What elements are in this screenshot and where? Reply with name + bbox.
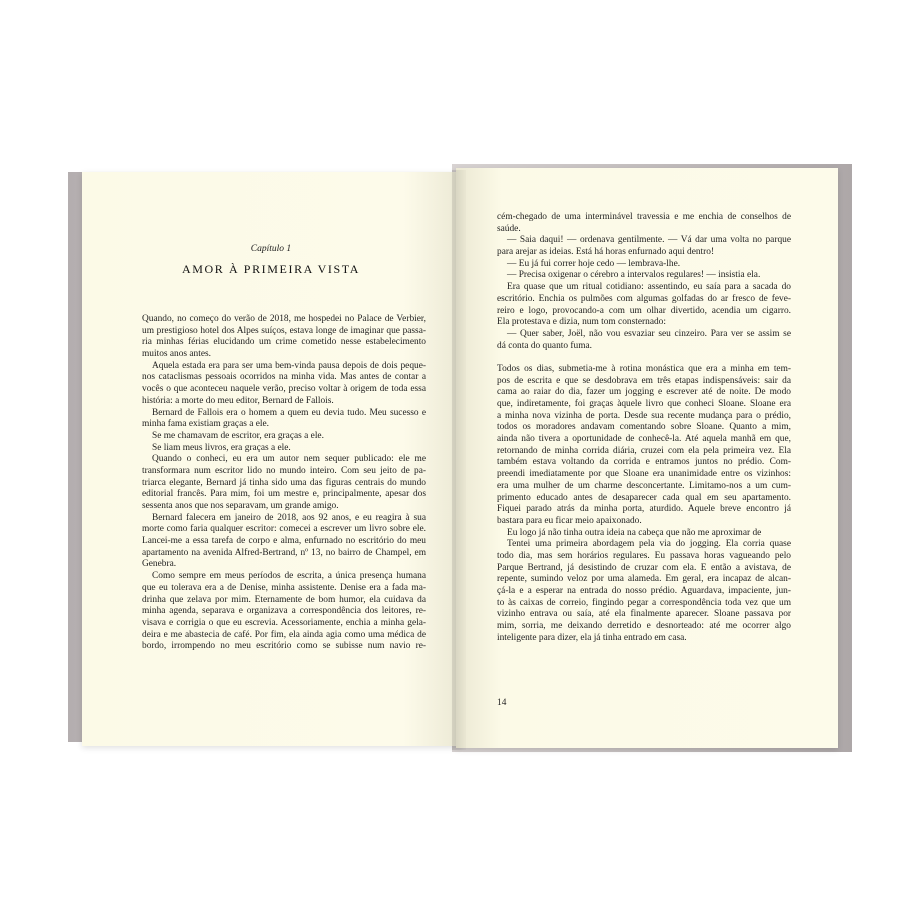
text-line: Fiquei parado atrás da minha porta, aturdido. Aquele breve encontro já (497, 504, 791, 515)
text-line: história: a morte do meu editor, Bernard de Fallois. (142, 395, 334, 406)
text-line: Quando o conheci, eu era um autor nem sequer publicado: ele me (152, 454, 426, 465)
text-line: repente, sumindo veloz por uma alameda. Em geral, era incapaz de alcan- (497, 574, 791, 585)
text-line: escritório. Enchia os pulmões com algumas golfadas do ar fresco de feve- (497, 293, 791, 304)
book-gutter (452, 170, 466, 750)
left-page (82, 172, 460, 746)
text-line: reiro e logo, provocando-a com um olhar divertido, acendia um cigarro. (497, 305, 791, 316)
text-line: deira e me abastecia de café. Por fim, ela ainda agia como uma médica de (142, 629, 426, 640)
text-line: — Precisa oxigenar o cérebro a intervalos regulares! — insistia ela. (507, 270, 761, 281)
text-line: primento educado antes de desaparecer cada qual em seu apartamento. (497, 492, 791, 503)
text-line: cém-chegado de uma interminável travessia e me enchia de conselhos de (497, 212, 791, 222)
text-line: retornando de minha corrida diária, cruzei com ela pela primeira vez. Ela (497, 445, 791, 456)
text-line: era uma mulher de um charme desconcertante. Limitamo-nos a um cum- (497, 480, 791, 491)
text-line: editorial francês. Para mim, foi um mestre e, principalmente, apesar dos (142, 489, 426, 500)
text-line: drinha que zelava por mim. Eternamente de bom humor, ela cuidava da (142, 594, 426, 605)
text-line: Genebra. (142, 559, 177, 570)
text-line: transformara num escritor lido no mundo inteiro. Com seu jeito de pa- (142, 465, 426, 476)
text-line: ria minhas férias elucidando um crime cometido nesse estabelecimento (142, 337, 426, 348)
text-line: a minha nova vizinha de porta. Desde sua recente mudança para o prédio, (497, 410, 791, 421)
text-line: çá-la e a esperar na entrada do nosso prédio. Aguardava, impaciente, jun- (497, 586, 791, 596)
text-line: para arejar as ideias. Está há horas enfurnado aqui dentro! (497, 247, 715, 258)
text-line: pos de escrita e que se desdobrava em três etapas indispensáveis: sair da (497, 375, 791, 386)
text-line: dá conta do quanto fuma. (497, 340, 593, 351)
text-line: apartamento na avenida Alfred-Bertrand, nº 13, no bairro de Champel, em (142, 547, 426, 558)
text-line: mim, sorria, me deixando derretido e desnorteado: até me ocorrer algo (497, 621, 791, 632)
text-line: todo dia, mas sem horários regulares. Eu passava horas vagueando pelo (497, 550, 791, 561)
text-line: Eu logo já não tinha outra ideia na cabeça que não me aproximar de (507, 527, 762, 538)
chapter-label: Capítulo 1 (250, 244, 292, 254)
text-line: vizinho entrava ou saía, até ela finalmente aparecer. Sloane passava por (497, 609, 791, 620)
text-line: Como sempre em meus períodos de escrita, a única presença humana (152, 571, 426, 582)
text-line: — Quer saber, Joël, não vou esvaziar seu cinzeiro. Para ver se assim se (507, 328, 791, 339)
text-line: inteligente para dizer, ela já tinha entrado em casa. (497, 632, 687, 643)
page-number: 14 (497, 698, 507, 708)
text-line: — Eu já fui correr hoje cedo — lembrava-lhe. (507, 258, 681, 269)
text-line: Ela protestava e dizia, num tom consternado: (497, 317, 666, 328)
text-line: preendi imediatamente por que Sloane era unanimidade entre os vizinhos: (497, 469, 791, 480)
text-line: bastara para eu ficar meio apaixonado. (497, 515, 642, 526)
text-line: Todos os dias, submetia-me à rotina monástica que era a minha em tem- (497, 363, 791, 374)
text-line: saúde. (497, 223, 521, 234)
text-line: Bernard falecera em janeiro de 2018, aos 92 anos, e eu reagira à sua (152, 512, 426, 523)
text-line: cama ao raiar do dia, fazer um jogging e escrever até de noite. De modo (497, 387, 791, 398)
text-line: que eu tolerava era a de Denise, minha assistente. Denise era a fada ma- (142, 582, 426, 593)
left-page-text (142, 314, 426, 653)
right-page-text (497, 212, 791, 644)
text-line: Aquela estada era para ser uma bem-vinda pausa depois de dois peque- (152, 360, 426, 371)
text-line: que, indiretamente, foi graças àquele livro que conheci Sloane. Sloane era (497, 399, 791, 409)
text-line: triarca elegante, Bernard já tinha sido uma das figuras centrais do mundo (142, 477, 426, 488)
text-line: Parque Bertrand, já desistindo de cruzar com ela. E então a avistava, de (497, 562, 791, 573)
text-line: vocês o que aconteceu naquele verão, preciso voltar à origem de toda essa (142, 384, 426, 395)
text-line: muitos anos antes. (142, 349, 212, 360)
text-line: Era quase que um ritual cotidiano: assentindo, eu saía para a sacada do (507, 282, 791, 293)
text-line: todos os moradores andavam comentando sobre Sloane. Quanto a mim, (497, 422, 791, 433)
text-line: morte como faria qualquer escritor: comecei a escrever um livro sobre ele. (142, 524, 426, 535)
text-line: ainda não tivera a oportunidade de conhecê-la. Até aquela manhã em que, (497, 434, 791, 445)
text-line: também estava voltando da corrida e entramos juntos no prédio. Com- (497, 457, 791, 468)
text-line: Se liam meus livros, era graças a ele. (152, 442, 291, 453)
text-line: bordo, irrompendo no meu escritório como se subisse num navio re- (142, 641, 426, 652)
right-page (456, 168, 838, 748)
text-line: Tentei uma primeira abordagem pela via do jogging. Ela corria quase (507, 539, 791, 550)
text-line: um prestigioso hotel dos Alpes suíços, estava longe de imaginar que passa- (142, 325, 426, 336)
text-line: Quando, no começo do verão de 2018, me hospedei no Palace de Verbier, (142, 314, 426, 324)
text-line: visava e corrigia o que eu escrevia. Acessoriamente, enchia a minha gela- (142, 617, 426, 628)
chapter-title: AMOR À PRIMEIRA VISTA (181, 262, 361, 276)
text-line: minha agenda, separava e organizava a correspondência dos leitores, re- (142, 606, 426, 617)
text-line: sessenta anos que nos separavam, um grande amigo. (142, 501, 339, 511)
paragraph-break (497, 352, 791, 364)
text-line: — Saia daqui! — ordenava gentilmente. — Vá dar uma volta no parque (507, 235, 791, 246)
text-line: nos cataclismas pessoais ocorridos na minha vida. Mas antes de contar a (142, 372, 426, 383)
text-line: Se me chamavam de escritor, era graças a ele. (152, 430, 324, 441)
text-line: minha fama existiam graças a ele. (142, 419, 270, 430)
text-line: to às caixas de correio, fingindo pegar a correspondência toda vez que um (497, 597, 791, 608)
text-line: Bernard de Fallois era o homem a quem eu devia tudo. Meu sucesso e (152, 407, 426, 418)
text-line: Lancei-me a essa tarefa de corpo e alma, enfurnado no escritório do meu (142, 536, 426, 547)
